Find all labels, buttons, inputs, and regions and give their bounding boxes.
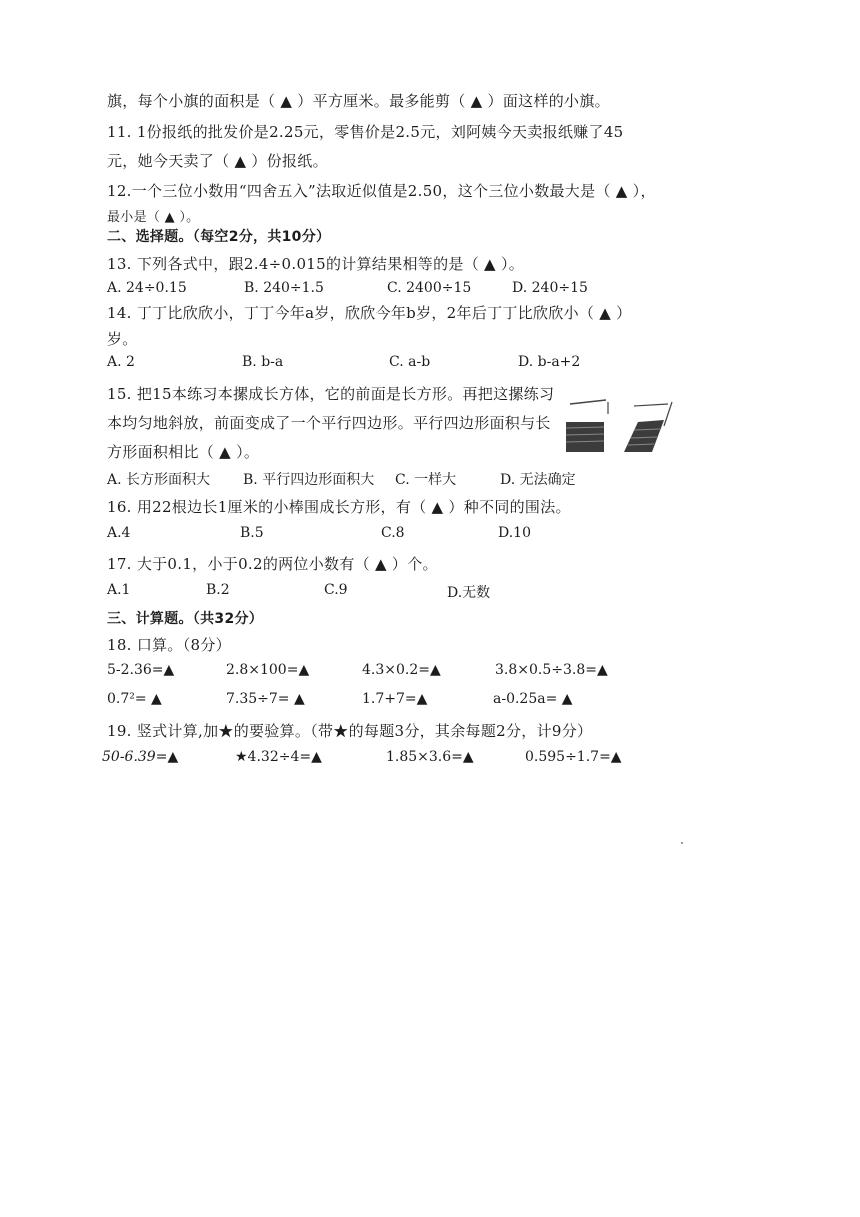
- question-14-options: [107, 354, 667, 376]
- oral-calc-row-1: [107, 662, 667, 684]
- vertical-calc-row: [102, 749, 662, 771]
- calc-item: 0.7²= ▲: [107, 691, 162, 707]
- section-2-heading: 二、选择题。（每空2分，共10分）: [107, 229, 331, 245]
- parallelogram-stack-icon: [624, 402, 672, 452]
- option-c: C.8: [381, 525, 405, 541]
- question-17: 17. 大于0.1，小于0.2的两位小数有（ ▲ ）个。: [107, 555, 438, 573]
- option-d: D. 240÷15: [512, 280, 588, 296]
- question-12-line-1: 12.一个三位小数用“四舍五入”法取近似值是2.50，这个三位小数最大是（ ▲ ），: [107, 182, 656, 200]
- question-13-options: [107, 280, 667, 302]
- option-d: D. b-a+2: [518, 354, 581, 370]
- question-19: 19. 竖式计算,加★的要验算。（带★的每题3分，其余每题2分，计9分）: [107, 722, 593, 740]
- option-c: C. a-b: [389, 354, 431, 370]
- option-d: D. 无法确定: [500, 472, 576, 488]
- question-14-line-2: 岁。: [107, 330, 138, 348]
- option-b: B. 平行四边形面积大: [243, 472, 375, 488]
- section-3-heading: 三、计算题。（共32分）: [107, 611, 264, 627]
- question-15-line-3: 方形面积相比（ ▲ ）。: [107, 443, 260, 461]
- option-b: B. 240÷1.5: [244, 280, 324, 296]
- oral-calc-row-2: [107, 691, 667, 713]
- calc-item: 3.8×0.5÷3.8=▲: [495, 662, 608, 678]
- question-13: 13. 下列各式中，跟2.4÷0.015的计算结果相等的是（ ▲ ）。: [107, 255, 525, 273]
- option-a: A. 长方形面积大: [107, 472, 211, 488]
- question-10-continuation: 旗，每个小旗的面积是（ ▲ ）平方厘米。最多能剪（ ▲ ）面这样的小旗。: [107, 92, 610, 110]
- option-d: D.无数: [447, 585, 491, 601]
- option-d: D.10: [498, 525, 531, 541]
- question-15-options: [107, 469, 667, 491]
- question-16-options: [107, 525, 667, 547]
- question-15-line-2: 本均匀地斜放，前面变成了一个平行四边形。平行四边形面积与长: [107, 414, 551, 432]
- question-17-options: [107, 582, 667, 604]
- question-15-line-1: 15. 把15本练习本摞成长方体，它的前面是长方形。再把这摞练习: [107, 385, 555, 403]
- calc-item: 4.3×0.2=▲: [362, 662, 441, 678]
- option-a: A.1: [107, 582, 131, 598]
- rectangle-stack-icon: [566, 400, 608, 452]
- option-c: C. 一样大: [395, 472, 457, 488]
- option-c: C. 2400÷15: [387, 280, 472, 296]
- option-a: A. 2: [107, 354, 135, 370]
- question-11-line-1: 11. 1份报纸的批发价是2.25元，零售价是2.5元，刘阿姨今天卖报纸赚了45: [107, 123, 624, 141]
- option-b: B.2: [206, 582, 230, 598]
- calc-item: ★4.32÷4=▲: [235, 749, 322, 765]
- option-b: B. b-a: [242, 354, 284, 370]
- calc-item: 7.35÷7= ▲: [226, 691, 305, 707]
- option-a: A.4: [107, 525, 131, 541]
- calc-item: 1.85×3.6=▲: [386, 749, 474, 765]
- scan-speck: [681, 842, 683, 844]
- calc-item: 2.8×100=▲: [226, 662, 310, 678]
- calc-item: 5-2.36=▲: [107, 662, 175, 678]
- question-14-line-1: 14. 丁丁比欣欣小，丁丁今年a岁，欣欣今年b岁，2年后丁丁比欣欣小（ ▲ ）: [107, 304, 632, 322]
- calc-item: a-0.25a= ▲: [493, 691, 573, 707]
- calc-item: 0.595÷1.7=▲: [525, 749, 622, 765]
- calc-item: 50-6.39=▲: [102, 749, 179, 765]
- question-11-line-2: 元，她今天卖了（ ▲ ）份报纸。: [107, 152, 328, 170]
- question-18: 18. 口算。（8分）: [107, 636, 231, 654]
- question-12-line-2: 最小是（ ▲ ）。: [107, 210, 200, 225]
- question-16: 16. 用22根边长1厘米的小棒围成长方形，有（ ▲ ）种不同的围法。: [107, 498, 571, 516]
- option-b: B.5: [240, 525, 264, 541]
- option-a: A. 24÷0.15: [107, 280, 187, 296]
- calc-item: 1.7+7=▲: [362, 691, 428, 707]
- option-c: C.9: [324, 582, 348, 598]
- stack-figure: [560, 396, 685, 458]
